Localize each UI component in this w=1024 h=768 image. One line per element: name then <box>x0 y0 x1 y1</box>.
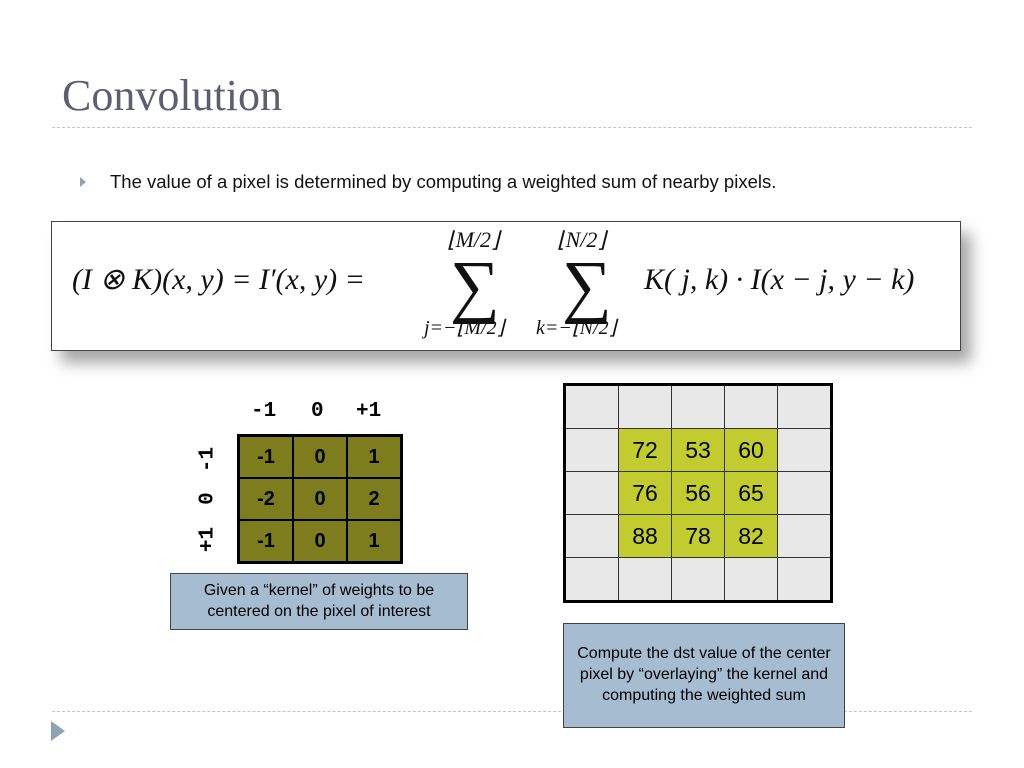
pixel-row <box>565 515 832 558</box>
triangle-bullet-icon <box>80 177 86 187</box>
kernel-row-label: +1 <box>196 526 220 553</box>
kernel-caption: Given a “kernel” of weights to be centered on the pixel of interest <box>170 573 468 630</box>
pixel-cell <box>565 429 619 472</box>
kernel-cell: 0 <box>293 520 347 563</box>
pixel-cell <box>565 385 619 429</box>
pixel-cell <box>565 472 619 515</box>
compute-caption: Compute the dst value of the center pixel by “overlaying” the kernel and computing the weighted sum <box>563 623 845 728</box>
kernel-matrix <box>237 434 403 564</box>
pixel-cell <box>778 515 832 558</box>
kernel-col-label: -1 <box>251 400 277 423</box>
pixel-cell <box>565 558 619 602</box>
pixel-row <box>565 429 832 472</box>
kernel-cell: 0 <box>293 436 347 479</box>
pixel-grid <box>563 383 833 603</box>
kernel-cell: 2 <box>347 478 402 520</box>
formula-rhs: K( j, k) · I(x − j, y − k) <box>644 263 915 296</box>
kernel-row <box>239 478 402 520</box>
kernel-cell: 1 <box>347 520 402 563</box>
kernel-row <box>239 436 402 479</box>
kernel-col-label: 0 <box>311 400 324 423</box>
slide-title: Convolution <box>62 71 283 120</box>
pixel-cell <box>565 515 619 558</box>
kernel-cell: -1 <box>239 520 294 563</box>
pixel-cell-center: 56 <box>672 472 725 515</box>
kernel-row-label: -1 <box>196 446 220 473</box>
sum2-sigma: ∑ <box>562 248 612 325</box>
pixel-cell-highlighted: 53 <box>672 429 725 472</box>
sum2-upper-limit: ⌊N/2⌋ <box>557 227 606 252</box>
pixel-cell <box>725 385 778 429</box>
bullet-item <box>80 171 776 193</box>
pixel-cell <box>672 558 725 602</box>
pixel-cell-highlighted: 82 <box>725 515 778 558</box>
pixel-row <box>565 385 832 429</box>
kernel-cell: 1 <box>347 436 402 479</box>
sum1-sigma: ∑ <box>450 248 500 325</box>
kernel-col-label: +1 <box>356 400 382 423</box>
pixel-cell <box>778 429 832 472</box>
sum2-lower-limit: k=−⌊N/2⌋ <box>536 317 617 339</box>
pixel-cell <box>619 558 672 602</box>
convolution-formula <box>52 222 960 350</box>
pixel-cell <box>725 558 778 602</box>
pixel-cell-highlighted: 78 <box>672 515 725 558</box>
pixel-cell-highlighted: 88 <box>619 515 672 558</box>
pixel-cell-highlighted: 65 <box>725 472 778 515</box>
formula-box <box>51 221 961 351</box>
kernel-row-label: 0 <box>196 492 220 505</box>
pixel-cell <box>619 385 672 429</box>
title-divider <box>52 127 972 128</box>
pixel-cell <box>778 472 832 515</box>
kernel-cell: -1 <box>239 436 294 479</box>
kernel-cell: -2 <box>239 478 294 520</box>
pixel-cell <box>778 558 832 602</box>
formula-lhs: (I ⊗ K)(x, y) = I′(x, y) = <box>72 263 365 296</box>
next-slide-arrow-icon[interactable] <box>51 721 65 741</box>
kernel-cell: 0 <box>293 478 347 520</box>
pixel-row <box>565 558 832 602</box>
pixel-cell <box>672 385 725 429</box>
kernel-row-labels <box>192 440 224 556</box>
sum1-upper-limit: ⌊M/2⌋ <box>447 227 500 252</box>
sum1-lower-limit: j=−⌊M/2⌋ <box>424 317 505 339</box>
bullet-text: The value of a pixel is determined by computing a weighted sum of nearby pixels. <box>110 171 777 192</box>
pixel-cell <box>778 385 832 429</box>
pixel-row <box>565 472 832 515</box>
kernel-row <box>239 520 402 563</box>
pixel-cell-highlighted: 76 <box>619 472 672 515</box>
pixel-cell-highlighted: 60 <box>725 429 778 472</box>
pixel-cell-highlighted: 72 <box>619 429 672 472</box>
